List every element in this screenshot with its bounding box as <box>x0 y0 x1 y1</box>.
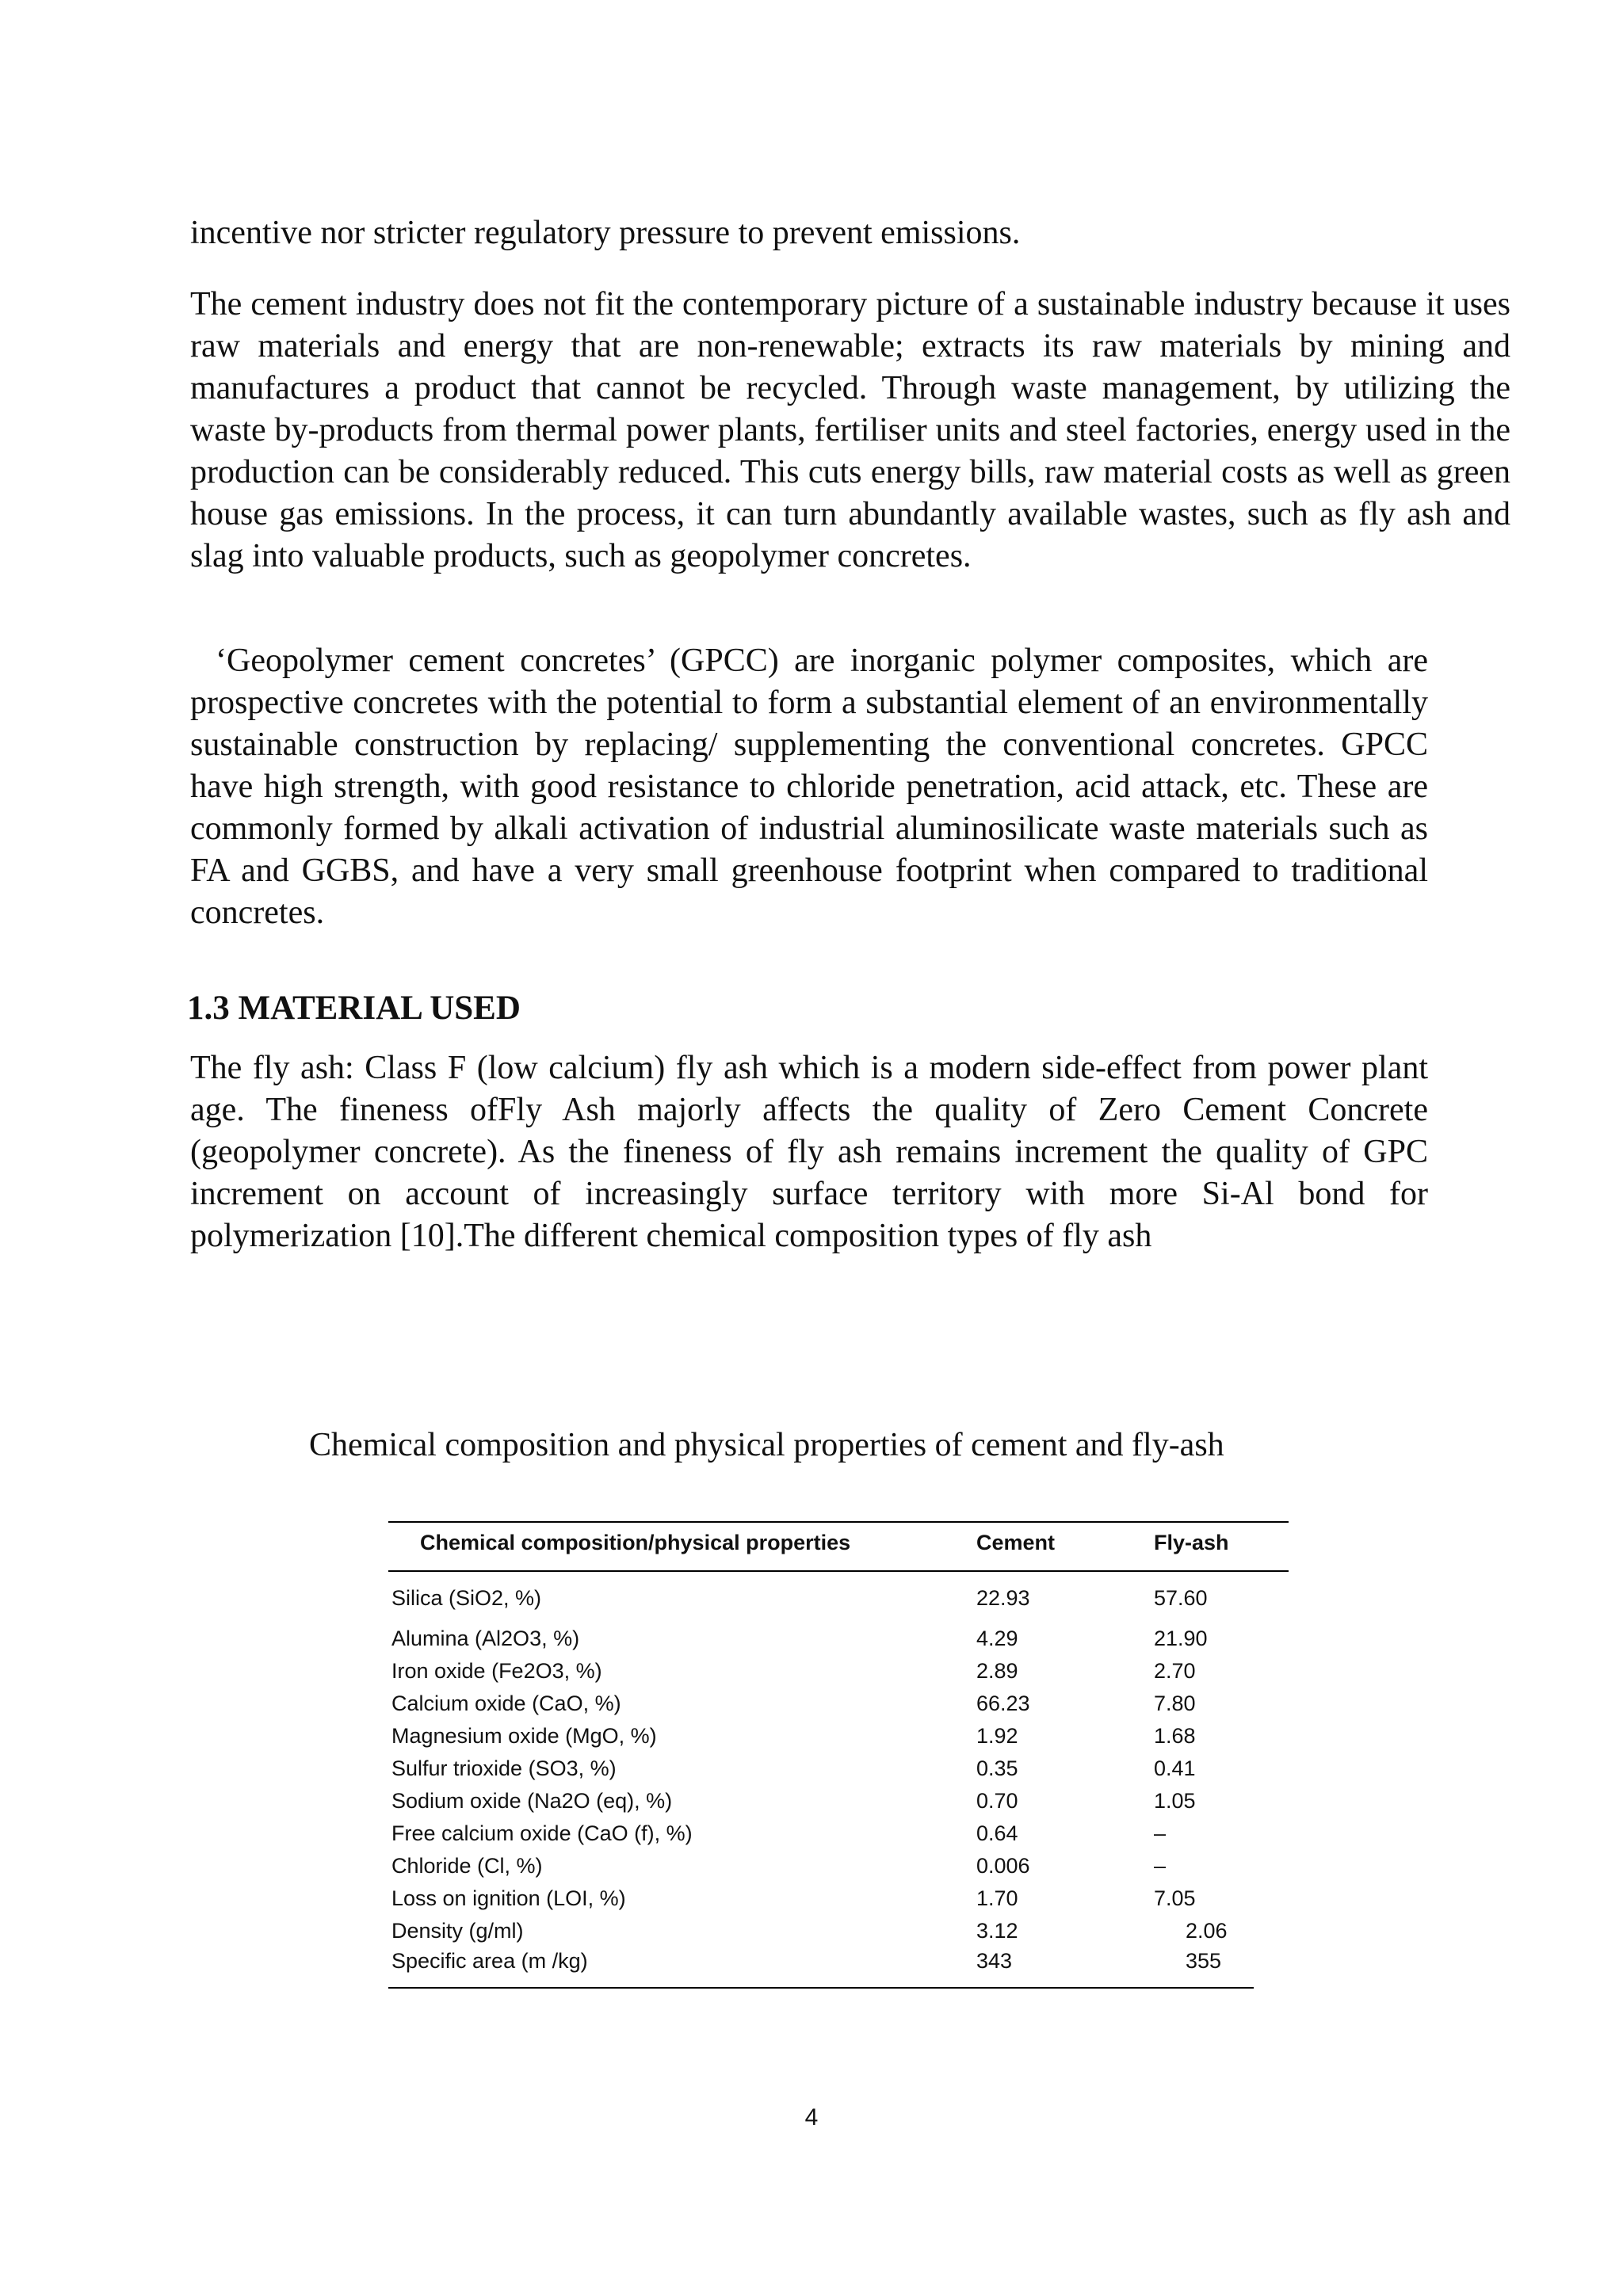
cell-property: Magnesium oxide (MgO, %) <box>391 1724 657 1748</box>
cell-cement: 343 <box>976 1949 1013 1973</box>
table-top-rule <box>388 1521 1289 1523</box>
cell-cement: 1.70 <box>976 1886 1018 1910</box>
cell-property: Density (g/ml) <box>391 1919 524 1943</box>
cell-fly-ash: – <box>1154 1854 1167 1878</box>
cell-cement: 0.64 <box>976 1821 1018 1845</box>
page-number: 4 <box>804 2104 819 2130</box>
table-header-rule <box>388 1570 1289 1572</box>
cell-property: Silica (SiO2, %) <box>391 1586 542 1610</box>
cell-property: Loss on ignition (LOI, %) <box>391 1886 626 1910</box>
paragraph-intro-continuation: incentive nor stricter regulatory pressure to prevent emissions. <box>190 215 1021 251</box>
cell-fly-ash: 2.70 <box>1154 1659 1196 1683</box>
cell-fly-ash: 57.60 <box>1154 1586 1208 1610</box>
table-bottom-rule <box>388 1987 1254 1989</box>
cell-fly-ash: 7.05 <box>1154 1886 1196 1910</box>
cell-cement: 1.92 <box>976 1724 1018 1748</box>
paragraph-fly-ash: The fly ash: Class F (low calcium) fly ash which is a modern side-effect from power plant age. The fineness ofFly Ash majorly affects the quality of Zero Cement Concrete (geopolymer concrete). As the fineness of fly ash remains increment the quality of GPC increment on account of increasingly surface territory with more Si-Al bond for polymerization [10].The different chemical composition types of fly ash <box>190 1050 1428 1254</box>
cell-fly-ash: 1.68 <box>1154 1724 1196 1748</box>
header-cement: Cement <box>976 1531 1056 1554</box>
cell-fly-ash: 355 <box>1186 1949 1222 1973</box>
cell-cement: 0.70 <box>976 1789 1018 1813</box>
cell-property: Chloride (Cl, %) <box>391 1854 543 1878</box>
cell-cement: 0.35 <box>976 1756 1018 1780</box>
cell-cement: 4.29 <box>976 1627 1018 1650</box>
paragraph-geopolymer: ‘Geopolymer cement concretes’ (GPCC) are inorganic polymer composites, which are prospective concretes with the potential to form a substantial element of an environmentally sustainable construction by replacing/ supplementing the conventional concretes. GPCC have high strength, with good resistance to chloride penetration, acid attack, etc. These are commonly formed by alkali activation of industrial aluminosilicate waste materials such as FA and GGBS, and have a very small greenhouse footprint when compared to traditional concretes. <box>190 643 1428 931</box>
cell-fly-ash: – <box>1154 1821 1167 1845</box>
cell-cement: 3.12 <box>976 1919 1018 1943</box>
header-fly-ash: Fly-ash <box>1154 1531 1229 1554</box>
table-caption: Chemical composition and physical properties of cement and fly-ash <box>309 1427 1224 1463</box>
cell-fly-ash: 1.05 <box>1154 1789 1196 1813</box>
cell-cement: 22.93 <box>976 1586 1030 1610</box>
cell-property: Calcium oxide (CaO, %) <box>391 1691 621 1715</box>
cell-property: Specific area (m /kg) <box>391 1949 588 1973</box>
cell-fly-ash: 2.06 <box>1186 1919 1228 1943</box>
cell-property: Sodium oxide (Na2O (eq), %) <box>391 1789 673 1813</box>
paragraph-cement-industry: The cement industry does not fit the contemporary picture of a sustainable industry because it uses raw materials and energy that are non-renewable; extracts its raw materials by mining and manufactures a product that cannot be recycled. Through waste management, by utilizing the waste by-products from thermal power plants, fertiliser units and steel factories, energy used in the production can be considerably reduced. This cuts energy bills, raw material costs as well as green house gas emissions. In the process, it can turn abundantly available wastes, such as fly ash and slag into valuable products, such as geopolymer concretes. <box>190 286 1510 574</box>
cell-property: Free calcium oxide (CaO (f), %) <box>391 1821 693 1845</box>
cell-cement: 0.006 <box>976 1854 1030 1878</box>
cell-fly-ash: 7.80 <box>1154 1691 1196 1715</box>
cell-fly-ash: 21.90 <box>1154 1627 1208 1650</box>
cell-cement: 2.89 <box>976 1659 1018 1683</box>
cell-fly-ash: 0.41 <box>1154 1756 1196 1780</box>
cell-property: Sulfur trioxide (SO3, %) <box>391 1756 617 1780</box>
cell-property: Alumina (Al2O3, %) <box>391 1627 580 1650</box>
header-property: Chemical composition/physical properties <box>420 1531 851 1554</box>
section-heading: 1.3 MATERIAL USED <box>187 990 521 1027</box>
cell-cement: 66.23 <box>976 1691 1030 1715</box>
cell-property: Iron oxide (Fe2O3, %) <box>391 1659 602 1683</box>
